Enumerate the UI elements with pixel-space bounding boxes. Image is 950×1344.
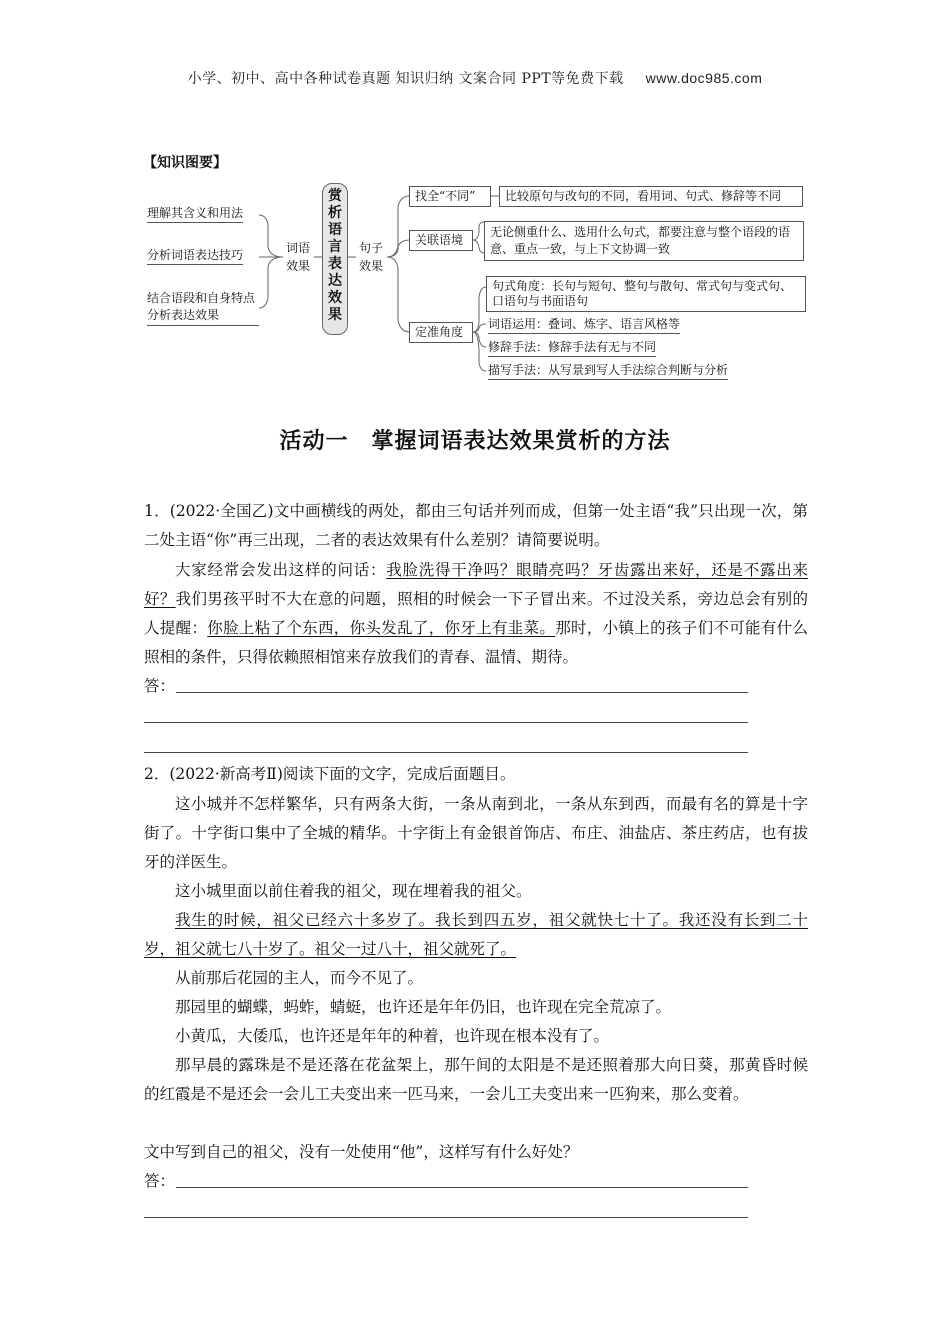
mindmap-detail-3-4: 描写手法：从写景到写人手法综合判断与分析 (488, 363, 728, 380)
connector-left-upper (259, 215, 283, 257)
q2-stem: 2．(2022·新高考Ⅱ)阅读下面的文字，完成后面题目。 (144, 765, 516, 783)
q2-underlined-paragraph (144, 906, 808, 964)
q2-paragraph-1: 这小城并不怎样繁华，只有两条大街，一条从南到北，一条从东到西，而最有名的算是十字街了。十字街口集中了全城的精华。十字街上有金银首饰店、布庄、油盐店、茶庄药店，也有拔牙的洋医生。 (144, 795, 808, 871)
q2-paragraph-6: 那早晨的露珠是不是还落在花盆架上，那午间的太阳是不是还照着那大向日葵，那黄昏时候的红霞是不是还会一会儿工夫变出来一匹马来，一会儿工夫变出来一匹狗来，那么变着。 (144, 1056, 808, 1103)
q1-passage-c: 那时，小镇上的孩子们不可能有什么照相的条件，只得依赖照相馆来存放我们的青春、温情、期待。 (144, 619, 808, 666)
section-label: 【知识图要】 (143, 155, 227, 171)
q1-underline-1: 我脸洗得干净吗？眼睛亮吗？牙齿露出来好，还是不露出来好？ (144, 561, 808, 608)
q2-paragraph-5: 小黄瓜，大倭瓜，也许还是年年的种着，也许现在根本没有了。 (175, 1027, 610, 1045)
mindmap-left-item-1: 理解其含义和用法 (147, 206, 243, 223)
q2-paragraph-4: 那园里的蝴蝶，蚂蚱，蜻蜓，也许还是年年仍旧，也许现在完全荒凉了。 (175, 998, 672, 1016)
q1-passage (144, 556, 808, 672)
mindmap-detail-1: 比较原句与改句的不同，看用词、句式、修辞等不同 (499, 186, 803, 207)
q2-answer-line-2[interactable] (144, 1217, 748, 1218)
q1-underline-2: 你脸上粘了个东西，你头发乱了，你牙上有韭菜。 (207, 619, 556, 637)
connector-node3-d2 (473, 324, 486, 332)
q1-passage-b: 我们男孩平时不大在意的问题，照相的时候会一下子冒出来。不过没关系，旁边总会有别的人提醒： (144, 590, 808, 637)
mindmap-center-node (322, 183, 348, 335)
mindmap-detail-3-3: 修辞手法：修辞手法有无与不同 (488, 340, 656, 357)
q1-answer-label: 答： (144, 677, 176, 695)
mindmap-node-angle: 定准角度 (409, 322, 473, 343)
connector-node3-d4 (473, 332, 486, 371)
mindmap-center-text: 赏析语言表达效果 (328, 188, 342, 323)
q2-answer-line-1[interactable] (176, 1187, 748, 1188)
q2-paragraph-2: 这小城里面以前住着我的祖父，现在埋着我的祖父。 (175, 882, 532, 900)
q1-answer-line-2[interactable] (144, 722, 748, 723)
mindmap-detail-3-2: 词语运用：叠词、炼字、语言风格等 (488, 317, 680, 334)
mindmap-left-item-2: 分析词语表达技巧 (147, 248, 243, 265)
q1-stem: 1．(2022·全国乙)文中画横线的两处，都由三句话并列而成，但第一处主语“我”只出现一次，第二处主语“你”再三出现，二者的表达效果有什么差别？请简要说明。 (144, 502, 808, 549)
mindmap-left-label-2: 效果 (286, 259, 311, 273)
q1-passage-a: 大家经常会发出这样的问话： (175, 561, 387, 579)
mindmap-detail-2: 无论侧重什么、选用什么句式，都要注意与整个语段的语意、重点一致，与上下文协调一致 (484, 221, 804, 261)
connector-node2-detail-a (473, 222, 484, 240)
q2-paragraph-3: 从前那后花园的主人，而今不见了。 (175, 969, 424, 987)
mindmap-node-context: 关联语境 (409, 230, 473, 251)
connector-node3-d1 (473, 287, 486, 332)
header-text: 小学、初中、高中各种试卷真题 知识归纳 文案合同 PPT等免费下载 (187, 71, 624, 87)
connector-right-bottom (387, 257, 410, 332)
q2-underline: 我生的时候，祖父已经六十多岁了。我长到四五岁，祖父就快七十了。我还没有长到二十岁，祖父就七八十岁了。祖父一过八十，祖父就死了。 (144, 911, 808, 958)
q1-answer-line-3[interactable] (144, 752, 748, 753)
mindmap-right-label-1: 句子 (359, 241, 384, 255)
activity-title: 活动一 掌握词语表达效果赏析的方法 (279, 428, 671, 454)
connector-left-lower (259, 257, 283, 308)
connector-node3-d3 (473, 332, 486, 347)
mindmap-right-label-2: 效果 (359, 259, 384, 273)
q2-answer-label: 答： (144, 1172, 176, 1190)
mindmap-left-item-3: 结合语段和自身特点分析表达效果 (147, 290, 259, 326)
q2-question: 文中写到自己的祖父，没有一处使用“他”，这样写有什么好处？ (144, 1143, 579, 1161)
mindmap-left-label-1: 词语 (286, 241, 311, 255)
mindmap-node-find-differences: 找全“不同” (409, 186, 491, 207)
mindmap-detail-3-1: 句式角度：长句与短句、整句与散句、常式句与变式句、口语句与书面语句 (486, 276, 806, 312)
header-url[interactable]: www.doc985.com (645, 70, 763, 86)
q1-answer-line-1[interactable] (176, 692, 748, 693)
connector-node2-detail-b (473, 240, 484, 253)
